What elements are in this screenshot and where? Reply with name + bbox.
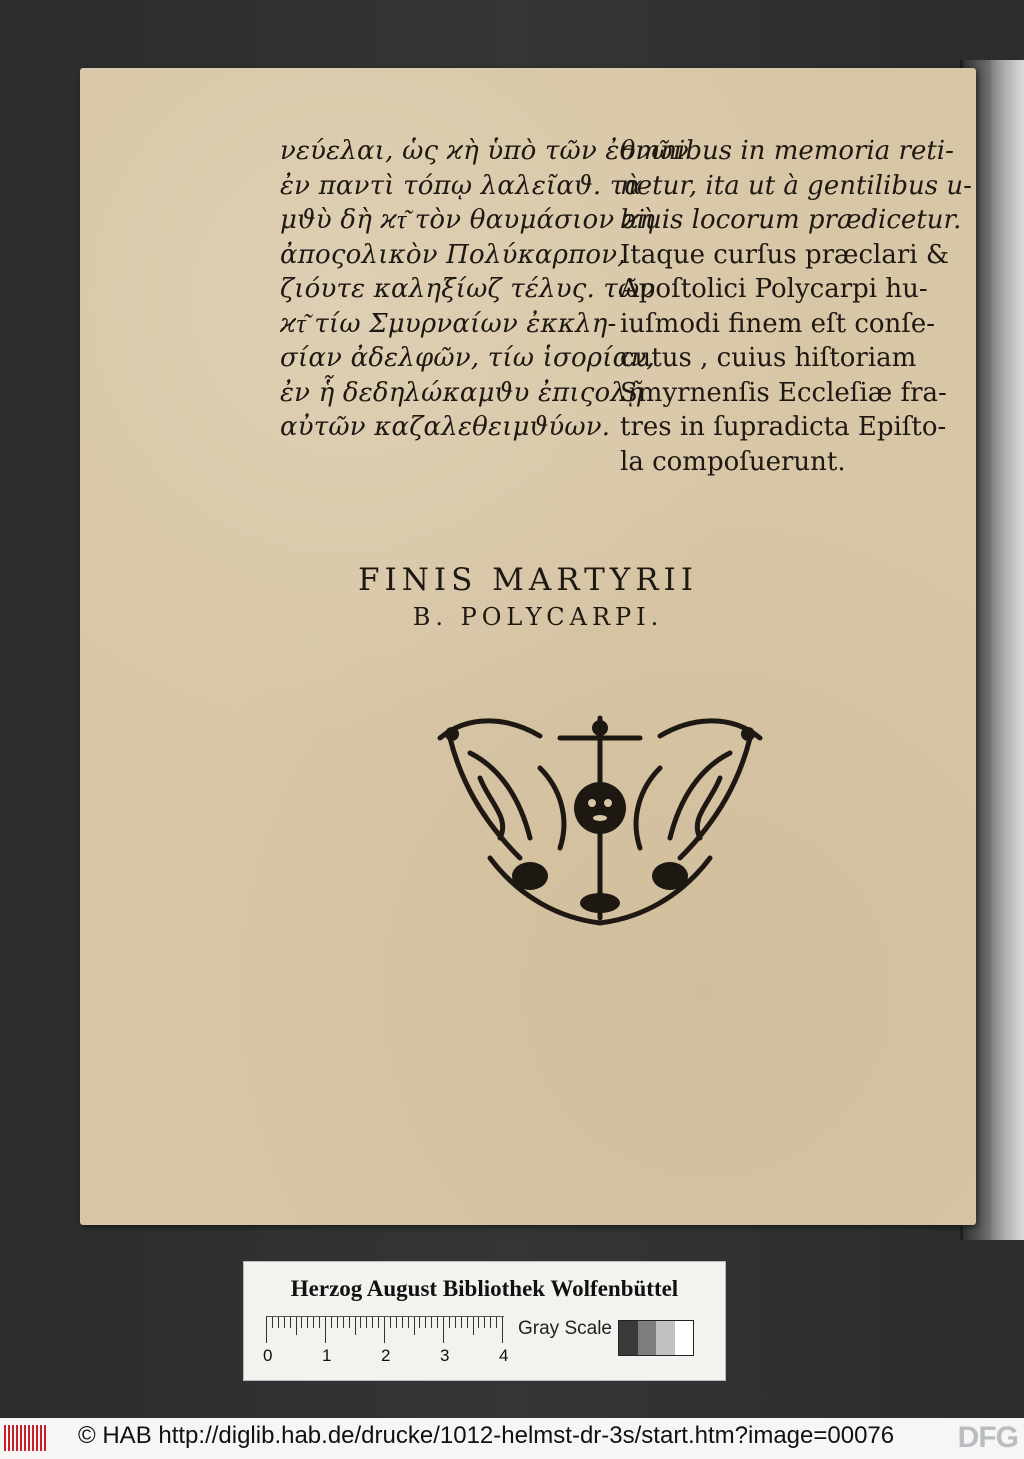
- ruler-tick: [414, 1317, 415, 1335]
- ruler-number: 3: [440, 1346, 450, 1365]
- ruler-tick: [461, 1317, 462, 1328]
- ruler: [266, 1316, 504, 1343]
- ruler-tick: [372, 1317, 373, 1328]
- gray-scale-label: Gray Scale: [518, 1318, 612, 1339]
- ruler-tick: [272, 1317, 273, 1328]
- ruler-tick: [296, 1317, 297, 1335]
- ruler-tick: [290, 1317, 291, 1328]
- ruler-tick: [478, 1317, 479, 1328]
- ruler-tick: [496, 1317, 497, 1328]
- woodcut-ornament: [430, 708, 770, 938]
- ruler-tick: [437, 1317, 438, 1328]
- latin-text-line: omnibus in memoria reti-: [620, 136, 954, 166]
- glass-plate-reflection: [991, 60, 1024, 1240]
- color-reference-card: [243, 1261, 726, 1381]
- latin-text-line: iuſmodi finem eſt conſe-: [620, 308, 936, 339]
- latin-text-line: cutus , cuius hiſtoriam: [620, 343, 917, 373]
- gray-scale-swatches: [618, 1320, 694, 1356]
- ruler-tick: [419, 1317, 420, 1328]
- latin-text-line: biuis locorum prædicetur.: [620, 205, 962, 235]
- ruler-tick: [443, 1317, 444, 1343]
- finis-heading: FINIS MARTYRII: [357, 562, 699, 598]
- ruler-number: 4: [499, 1346, 509, 1365]
- greek-text-line: ἀποςολικὸν Πολύκαρπον,: [280, 239, 626, 270]
- ruler-tick: [408, 1317, 409, 1328]
- book-page: [80, 68, 976, 1225]
- latin-text-column: [620, 134, 972, 479]
- greek-text-line: ζιόυτε καληξίωζ τέλυς. τῶν: [280, 274, 656, 304]
- latin-text-line: tres in ſupradicta Epiſto-: [620, 412, 947, 442]
- dfg-logo: DFG: [957, 1421, 1018, 1454]
- latin-text-line: netur, ita ut à gentilibus u-: [620, 170, 972, 201]
- ruler-tick: [390, 1317, 391, 1328]
- ruler-tick: [502, 1317, 503, 1343]
- ruler-tick: [284, 1317, 285, 1328]
- ruler-tick: [378, 1317, 379, 1328]
- ruler-tick: [307, 1317, 308, 1328]
- ruler-tick: [449, 1317, 450, 1328]
- gray-swatch: [656, 1321, 675, 1355]
- ruler-tick: [301, 1317, 302, 1328]
- ruler-tick: [331, 1317, 332, 1328]
- greek-text-line: ἐν ἧ δεδηλώκαμϑυ ἐπιςολῇ: [280, 377, 643, 408]
- ruler-tick: [337, 1317, 338, 1328]
- ruler-tick: [355, 1317, 356, 1335]
- ruler-tick: [396, 1317, 397, 1328]
- greek-text-line: αὐτῶν καζαλεθειμϑύων.: [280, 412, 611, 442]
- ruler-tick: [467, 1317, 468, 1328]
- source-url[interactable]: © HAB http://diglib.hab.de/drucke/1012-helmst-dr-3s/start.htm?image=00076: [78, 1422, 895, 1449]
- ruler-tick: [266, 1317, 267, 1343]
- latin-text-line: Smyrnenſis Eccleſiæ fra-: [620, 377, 947, 408]
- greek-text-line: ἐν παντὶ τόπῳ λαλεῖαϑ. τὰ: [280, 170, 643, 201]
- ruler-number: 1: [322, 1346, 332, 1365]
- ruler-tick: [360, 1317, 361, 1328]
- gray-swatch: [619, 1321, 638, 1355]
- greek-text-line: νεύελαι, ὡς ϰὴ ὑπὸ τῶν ἐθνῶν: [280, 136, 689, 166]
- ruler-tick: [484, 1317, 485, 1328]
- ruler-tick: [384, 1317, 385, 1343]
- footer-bar: [0, 1418, 1024, 1459]
- latin-text-line: la compoſuerunt.: [620, 446, 846, 477]
- barcode-icon: [4, 1425, 46, 1451]
- ruler-tick: [313, 1317, 314, 1328]
- greek-text-line: μϑὺ δὴ ϰτ͂ τὸν θαυμάσιον ϰὴ: [280, 205, 656, 235]
- ruler-tick: [425, 1317, 426, 1328]
- gray-swatch: [638, 1321, 657, 1355]
- ruler-tick: [402, 1317, 403, 1328]
- ruler-tick: [349, 1317, 350, 1328]
- ruler-tick: [319, 1317, 320, 1328]
- ruler-number: 0: [263, 1346, 273, 1365]
- finis-subheading: B. POLYCARPI.: [412, 603, 664, 631]
- ruler-tick: [473, 1317, 474, 1335]
- ruler-number: 2: [381, 1346, 391, 1365]
- latin-text-line: Apoſtolici Polycarpi hu-: [620, 274, 928, 304]
- ruler-tick: [278, 1317, 279, 1328]
- ruler-tick: [431, 1317, 432, 1328]
- greek-text-line: σίαν ἀδελφῶν, τίω ἱσορίαν,: [280, 343, 655, 373]
- greek-text-line: ϰτ͂ τίω Σμυρναίων ἐκκλη-: [280, 308, 617, 339]
- ruler-tick: [366, 1317, 367, 1328]
- ruler-tick: [343, 1317, 344, 1328]
- ruler-tick: [490, 1317, 491, 1328]
- latin-text-line: Itaque curſus præclari &: [620, 239, 950, 270]
- ruler-tick: [325, 1317, 326, 1343]
- ruler-tick: [455, 1317, 456, 1328]
- card-title: Herzog August Bibliothek Wolfenbüttel: [290, 1276, 679, 1301]
- gray-swatch: [675, 1321, 694, 1355]
